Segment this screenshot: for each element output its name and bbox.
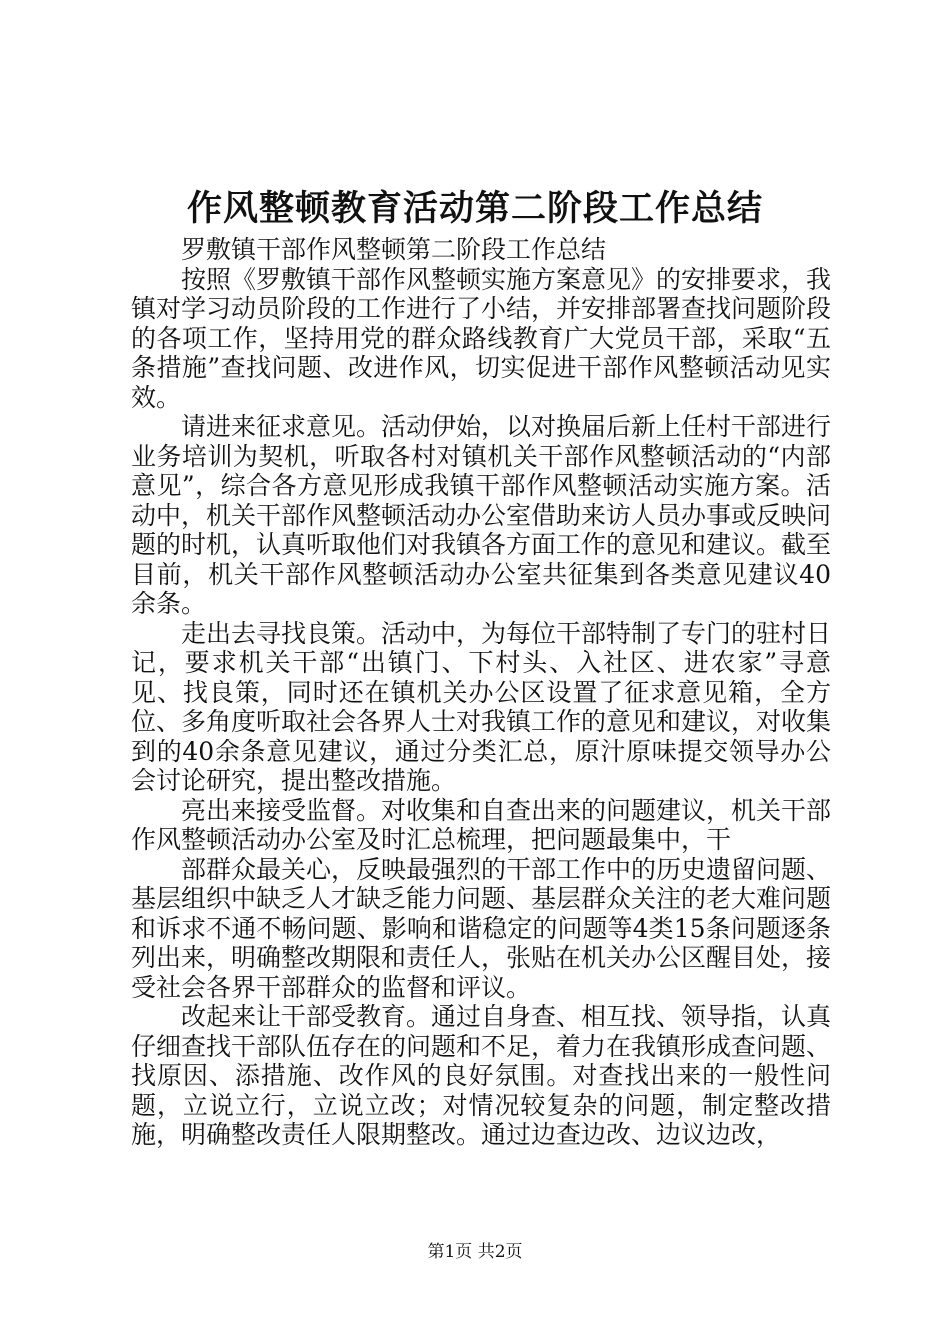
document-title: 作风整顿教育活动第二阶段工作总结 bbox=[186, 188, 763, 229]
paragraph: 按照《罗敷镇干部作风整顿实施方案意见》的安排要求，我镇对学习动员阶段的工作进行了小结，并安排部署查找问题阶段的各项工作，坚持用党的群众路线教育广大党员干部，采取“五条措施”查找问题、改进作风，切实促进干部作风整顿活动见实效。 bbox=[131, 264, 832, 412]
document-body bbox=[131, 235, 831, 1150]
paragraph: 改起来让干部受教育。通过自身查、相互找、领导指，认真仔细查找干部队伍存在的问题和不足，着力在我镇形成查问题、找原因、添措施、改作风的良好氛围。对查找出来的一般性问题，立说立行，立说立改；对情况较复杂的问题，制定整改措施，明确整改责任人限期整改。通过边查边改、边议边改， bbox=[131, 1002, 832, 1149]
paragraph: 走出去寻找良策。活动中，为每位干部特制了专门的驻村日记，要求机关干部“出镇门、下村头、入社区、进农家”寻意见、找良策，同时还在镇机关办公区设置了征求意见箱，全方位、多角度听取社会各界人士对我镇工作的意见和建议，对收集到的40余条意见建议，通过分类汇总，原汁原味提交领导办公会讨论研究，提出整改措施。 bbox=[131, 618, 832, 795]
page-footer: 第1页 共2页 bbox=[427, 1242, 523, 1262]
paragraph: 罗敷镇干部作风整顿第二阶段工作总结 bbox=[181, 235, 607, 264]
paragraph: 请进来征求意见。活动伊始，以对换届后新上任村干部进行业务培训为契机，听取各村对镇机关干部作风整顿活动的“内部意见”，综合各方意见形成我镇干部作风整顿活动实施方案。活动中，机关干部作风整顿活动办公室借助来访人员办事或反映问题的时机，认真听取他们对我镇各方面工作的意见和建议。截至目前，机关干部作风整顿活动办公室共征集到各类意见建议40余条。 bbox=[131, 412, 832, 618]
paragraph: 亮出来接受监督。对收集和自查出来的问题建议，机关干部作风整顿活动办公室及时汇总梳理，把问题最集中，干 bbox=[131, 795, 832, 854]
paragraph: 部群众最关心，反映最强烈的干部工作中的历史遗留问题、基层组织中缺乏人才缺乏能力问题、基层群众关注的老大难问题和诉求不通不畅问题、影响和谐稳定的问题等4类15条问题逐条列出来，明确整改期限和责任人，张贴在机关办公区醒目处，接受社会各界干部群众的监督和评议。 bbox=[131, 854, 832, 1002]
